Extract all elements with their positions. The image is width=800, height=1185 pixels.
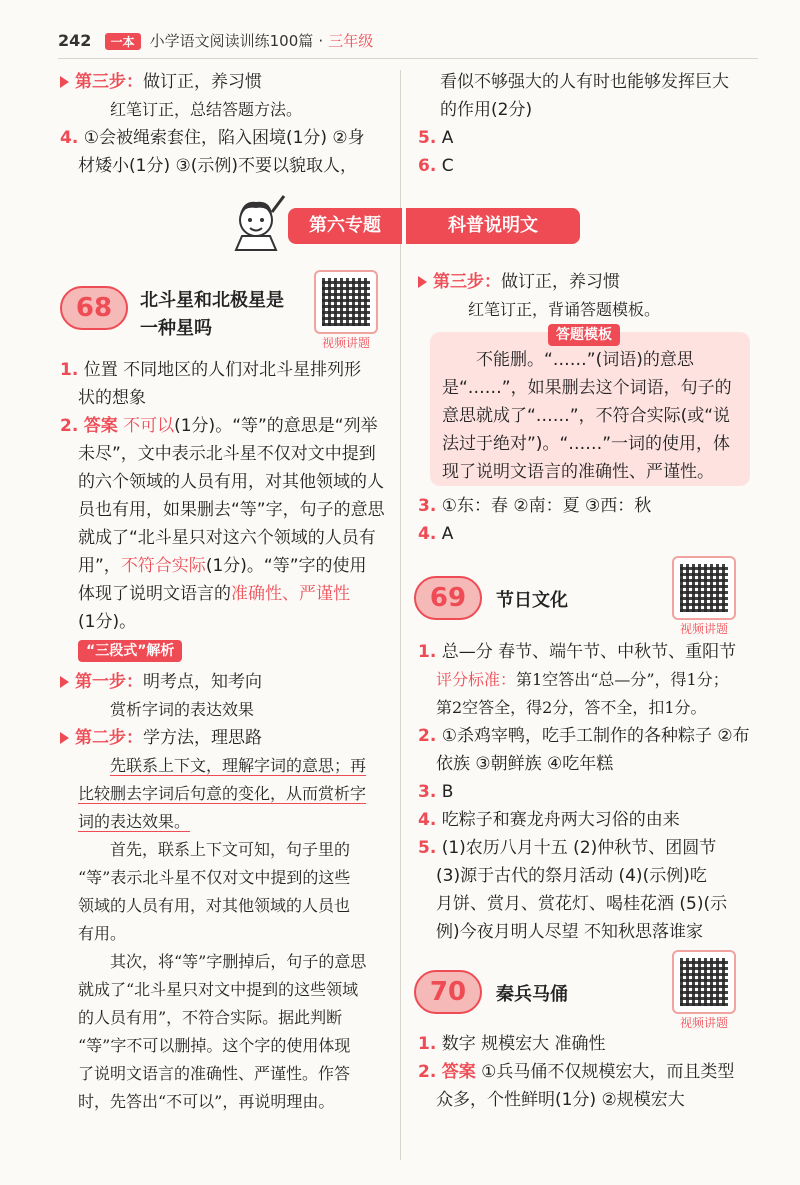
para1-line2: “等”表示北斗星不仅对文中提到的这些: [78, 868, 351, 887]
l69-q5-line1: 5. (1)农历八月十五 (2)仲秋节、团圆节: [418, 838, 717, 858]
l69-q1-line2: 评分标准：第1空答出“总—分”，得1分；: [436, 670, 729, 689]
r68-step3: 第三步：做订正，养习惯: [418, 268, 620, 296]
lesson69-title: 节日文化: [496, 590, 568, 611]
para2-line2: 就成了“北斗星只对文中提到的这些领域: [78, 980, 359, 999]
para2-line6: 时，先答出“不可以”，再说明理由。: [78, 1092, 335, 1111]
tmpl-line5: 现了说明文语言的准确性、严谨性。: [442, 462, 714, 482]
l69-q1-line3: 第2空答全，得2分，答不全，扣1分。: [436, 698, 707, 717]
method-line1: 先联系上下文，理解字词的意思；再: [110, 756, 367, 775]
top-right-line1: 看似不够强大的人有时也能够发挥巨大: [440, 72, 729, 92]
topic-left-tag: 第六专题: [288, 208, 402, 244]
r68-q3: 3. ①东：春 ②南：夏 ③西：秋: [418, 496, 652, 516]
lesson68-title-line2: 一种星吗: [140, 318, 212, 339]
step1: 第一步：明考点，知考向: [60, 668, 262, 696]
lesson-number-badge: 70: [414, 970, 482, 1014]
l68-q2-line2: 未尽”，文中表示北斗星不仅对文中提到: [78, 444, 376, 464]
qr-code-icon[interactable]: [314, 270, 378, 334]
tmpl-line4: 法过于绝对”)。“……”一词的使用，体: [442, 434, 731, 454]
topic-right-tag: 科普说明文: [406, 208, 580, 244]
l68-q2-line7: 体现了说明文语言的准确性、严谨性: [78, 584, 350, 604]
l69-q2-line1: 2. ①杀鸡宰鸭，吃手工制作的各种粽子 ②布: [418, 726, 750, 746]
l69-q1-line1: 1. 总—分 春节、端午节、中秋节、重阳节: [418, 642, 737, 662]
title-separator: ·: [318, 32, 324, 50]
answer-4-line1: 4. ①会被绳索套住，陷入困境(1分) ②身: [60, 128, 365, 148]
lesson-number-badge: 69: [414, 576, 482, 620]
para2-line5: 了说明文语言的准确性、严谨性。作答: [78, 1064, 351, 1083]
grade-label: 三年级: [328, 32, 374, 50]
para2-line4: “等”字不可以删掉。这个字的使用体现: [78, 1036, 351, 1055]
para1-line3: 领域的人员有用，对其他领域的人员也: [78, 896, 351, 915]
l68-q2-line5: 就成了“北斗星只对这六个领域的人员有: [78, 528, 376, 548]
para1-line4: 有用。: [78, 924, 127, 943]
step-label: 第三步：: [75, 72, 143, 92]
answer-6: 6. C: [418, 156, 454, 176]
book-title: 小学语文阅读训练100篇: [149, 32, 314, 50]
question-number: 4.: [60, 128, 79, 148]
l70-q1: 1. 数字 规模宏大 准确性: [418, 1034, 606, 1054]
l68-q2-line3: 的六个领域的人员有用，对其他领域的人: [78, 472, 384, 492]
answer-4-line2: 材矮小(1分) ③(示例)不要以貌取人，: [78, 156, 357, 176]
l69-q5-line2: (3)源于古代的祭月活动 (4)(示例)吃: [436, 866, 707, 886]
l69-q3: 3. B: [418, 782, 454, 802]
l69-q2-line2: 依族 ③朝鲜族 ④吃年糕: [436, 754, 614, 774]
l69-q5-line3: 月饼、赏月、赏花灯、喝桂花酒 (5)(示: [436, 894, 728, 914]
l68-q2-line6: 用”，不符合实际(1分)。“等”字的使用: [78, 556, 367, 576]
method-line2: 比较删去字词后句意的变化，从而赏析字: [78, 784, 367, 803]
page-number: 242: [58, 31, 92, 50]
tmpl-line2: 是“……”，如果删去这个词语，句子的: [442, 378, 732, 398]
tmpl-line1: 不能删。“……”(词语)的意思: [476, 350, 694, 370]
tmpl-line3: 意思就成了“……”，不符合实际(或“说: [442, 406, 731, 426]
lesson70-title: 秦兵马俑: [496, 984, 568, 1005]
qr-code-icon[interactable]: [672, 556, 736, 620]
l69-q4: 4. 吃粽子和赛龙舟两大习俗的由来: [418, 810, 680, 830]
step1-detail: 赏析字词的表达效果: [110, 700, 255, 719]
header-divider: [58, 58, 758, 59]
para2-line1: 其次，将“等”字删掉后，句子的意思: [110, 952, 367, 971]
l70-q2-line2: 众多，个性鲜明(1分) ②规模宏大: [436, 1090, 685, 1110]
l68-q2-line1: 2. 答案 不可以(1分)。“等”的意思是“列举: [60, 416, 378, 436]
para1-line1: 首先，联系上下文可知，句子里的: [110, 840, 351, 859]
step2: 第二步：学方法，理思路: [60, 724, 262, 752]
l68-q1-line1: 1. 位置 不同地区的人们对北斗星排列形: [60, 360, 362, 380]
topic-banner: [222, 192, 582, 252]
para2-line3: 的人员有用”，不符合实际。据此判断: [78, 1008, 343, 1027]
step3-top-left: [60, 68, 262, 96]
qr-video-label: 视频讲题: [321, 336, 370, 350]
qr-video-label: 视频讲题: [679, 1016, 728, 1030]
analysis-tag: “三段式”解析: [78, 640, 182, 662]
l70-q2-line1: 2. 答案 ①兵马俑不仅规模宏大，而且类型: [418, 1062, 735, 1082]
logo-badge: 一本: [105, 33, 141, 50]
l69-q5-line4: 例)今夜月明人尽望 不知秋思落谁家: [436, 922, 704, 942]
l68-q2-line4: 员也有用，如果删去“等”字，句子的意思: [78, 500, 385, 520]
triangle-icon: [60, 76, 69, 88]
r68-step3-detail: 红笔订正，背诵答题模板。: [468, 300, 661, 319]
r68-q4: 4. A: [418, 524, 454, 544]
template-tag: 答题模板: [548, 324, 620, 346]
method-line3: 词的表达效果。: [78, 812, 191, 831]
step3-detail: 红笔订正，总结答题方法。: [110, 100, 303, 119]
page-header: [58, 30, 373, 54]
step-title: 做订正，养习惯: [143, 72, 262, 92]
cartoon-boy-icon: [222, 192, 292, 252]
l68-q2-line8: (1分)。: [78, 612, 137, 632]
qr-code-icon[interactable]: [672, 950, 736, 1014]
qr-video-label: 视频讲题: [679, 622, 728, 636]
lesson-number-badge: 68: [60, 286, 128, 330]
lesson68-title-line1: 北斗星和北极星是: [140, 290, 284, 311]
l68-q1-line2: 状的想象: [78, 388, 146, 408]
answer-5: 5. A: [418, 128, 454, 148]
top-right-line2: 的作用(2分): [440, 100, 533, 120]
